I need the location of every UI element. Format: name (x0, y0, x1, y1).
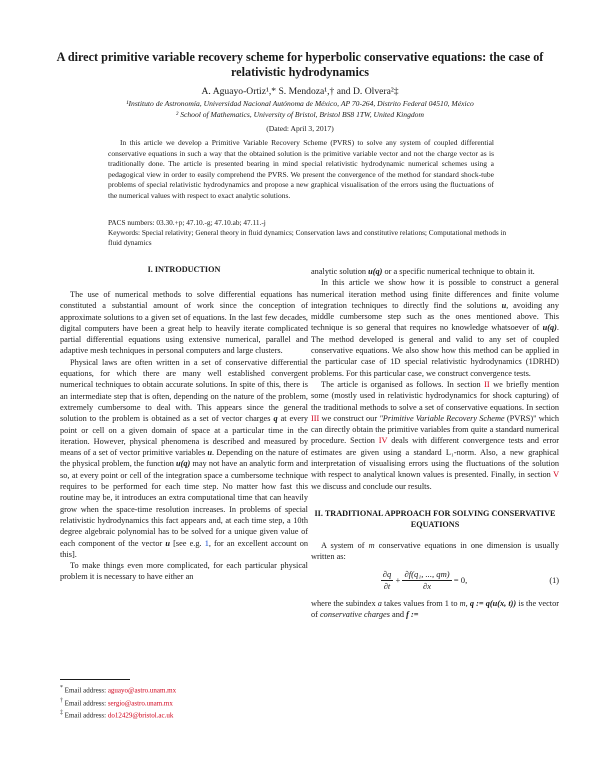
abstract: In this article we develop a Primitive Variable Recovery Scheme (PVRS) to solve any system of coupled differential conservative equations in such a way that the obtained solution is the primitive variable vector and not the charge vector as is traditionally done. The article is presented bearing in mind special relativistic hydrodynamic numerical schemes using a pedagogical view in order to easily comprehend the PVRS. We present the convergence of the method for standard shock-tube problems of special relativistic hydrodynamics and propose a new graphical visualisation of the errors using the fluctuations of the numerical values with respect to exact analytic solutions. (108, 138, 494, 200)
keywords: Keywords: Special relativity; General theory in fluid dynamics; Conservation laws and constitutive relations; Computational methods in fluid dynamics (108, 228, 507, 247)
footnote-email-3[interactable]: do12429@bristol.ac.uk (107, 711, 174, 720)
footnote-email-2[interactable]: sergio@astro.unam.mx (107, 699, 173, 708)
intro-paragraph-1: The use of numerical methods to solve differential equations has constituted a substantial amount of work since the conception of approximate solutions to a given set of equations. In the last few decades, digital computers have been a great help to heavily iterate complicated partial differential equations using extensive numerical, parallel and adaptive mesh techniques in personal computers and large clusters. (60, 290, 308, 356)
author-list: A. Aguayo-Ortiz¹,* S. Mendoza¹,† and D. Olvera²‡ (201, 86, 399, 97)
intro-paragraph-4: In this article we show how it is possible to construct a general numerical iteration method using finite differences and finite volume integration techniques to directly find the solutions u, avoiding any middle cumbersome step such as the ones mentioned above. This technique is so general that requires no knowledge whatsoever of u(q). The method developed is general and valid to any set of coupled conservative equations. We also show how this method can be applied in the particular case of 1D special relativistic hydrodynamics (1DRHD) problems. For this particular case, we construct convergence tests. (311, 278, 559, 378)
footnote-2: † Email address: sergio@astro.unam.mx (60, 697, 173, 708)
pacs-numbers: PACS numbers: 03.30.+p; 47.10.-g; 47.10.ab; 47.11.-j (108, 218, 266, 227)
footnote-rule (60, 679, 130, 680)
intro-paragraph-3: To make things even more complicated, for each particular physical problem it is necessary to have either an (60, 561, 308, 582)
affiliation-1: ¹Instituto de Astronomía, Universidad Nacional Autónoma de México, AP 70-264, Distrito Federal 04510, México (126, 99, 474, 108)
intro-paragraph-2: Physical laws are often written in a set of conservative differential equations, for which there are many well established convergent numerical techniques to obtain accurate solutions. In spite of this, there is an intermediate step that is often, depending on the nature of the problem, extremely cumbersome to deal with. This appears since the general solution to the problem is obtained as a set of vector charges q at every point or cell on a given domain of space at a particular time in the iteration. However, physical phenomena is described and measured by means of a set of vector primitive variables u. Depending on the nature of the physical problem, the function u(q) may not have an analytic form and so, at every point or cell of the integration space a cumbersome technique requires to be performed for each time step. No matter how fast this routine may be, it introduces an extra computational time that can heavily grow when the space-time resolution increases. In problems of special relativistic hydrodynamics this fact appears and, at each time step, a 10th degree algebraic polynomial has to be solved for a unique given value of each component of the vector u [see e.g. 1, for an excellent account on this]. (60, 357, 308, 559)
affiliation-2: ² School of Mathematics, University of Bristol, Bristol BS8 1TW, United Kingdom (176, 110, 424, 119)
section-link-4[interactable]: IV (378, 436, 388, 446)
footnote-1: * Email address: aguayo@astro.unam.mx (60, 685, 177, 695)
equation-1 (311, 569, 559, 593)
right-column (311, 266, 559, 621)
equation-1-body: $\frac{\partial q}{\partial t}$ + $\frac{\text{∂f(q₁, ..., qm)}}{\partial x}$ = 0, (382, 568, 468, 591)
paper-title: A direct primitive variable recovery scheme for hyperbolic conservative equations: the case of relativistic hydrodynamics (56, 50, 544, 79)
section-heading-introduction: I. INTRODUCTION (147, 265, 221, 274)
footnote-3: ‡ Email address: do12429@bristol.ac.uk (60, 710, 174, 720)
section2-paragraph-2: where the subindex a takes values from 1 to m, q := q(u(x, t)) is the vector of conservative charges and f := (311, 599, 559, 620)
section-link-5[interactable]: V (553, 470, 559, 480)
intro-paragraph-3-cont: analytic solution u(q) or a specific numerical technique to obtain it. (311, 267, 535, 276)
footnotes (60, 683, 308, 721)
section-link-2[interactable]: II (484, 379, 490, 389)
dated-line: (Dated: April 3, 2017) (266, 124, 334, 133)
footnote-email-1[interactable]: aguayo@astro.unam.mx (107, 686, 177, 695)
section-link-3[interactable]: III (311, 413, 320, 423)
intro-paragraph-5: The article is organised as follows. In section II we briefly mention some (mostly used in relativistic hydrodynamics for shock capturing) of the traditional methods to solve a set of conservative equations. In section III we construct our "Primitive Variable Recovery Scheme (PVRS)" which can directly obtain the primitive variables from quite a standard numerical procedure. Section IV deals with different convergence tests and error estimates are given using a standard L₁-norm. Also, a new graphical interpretation of visualising errors using the fluctuations of the solution with respect to analytical known values is presented. Finally, in section V we discuss and conclude our results. (311, 379, 560, 491)
section2-paragraph-1: A system of m conservative equations in one dimension is usually written as: (311, 540, 559, 562)
equation-1-label: (1) (549, 575, 559, 585)
section-heading-traditional-approach: II. TRADITIONAL APPROACH FOR SOLVING CONSERVATIVE EQUATIONS (314, 508, 556, 529)
left-column (60, 264, 308, 583)
citation-link-1[interactable]: 1 (204, 538, 209, 548)
